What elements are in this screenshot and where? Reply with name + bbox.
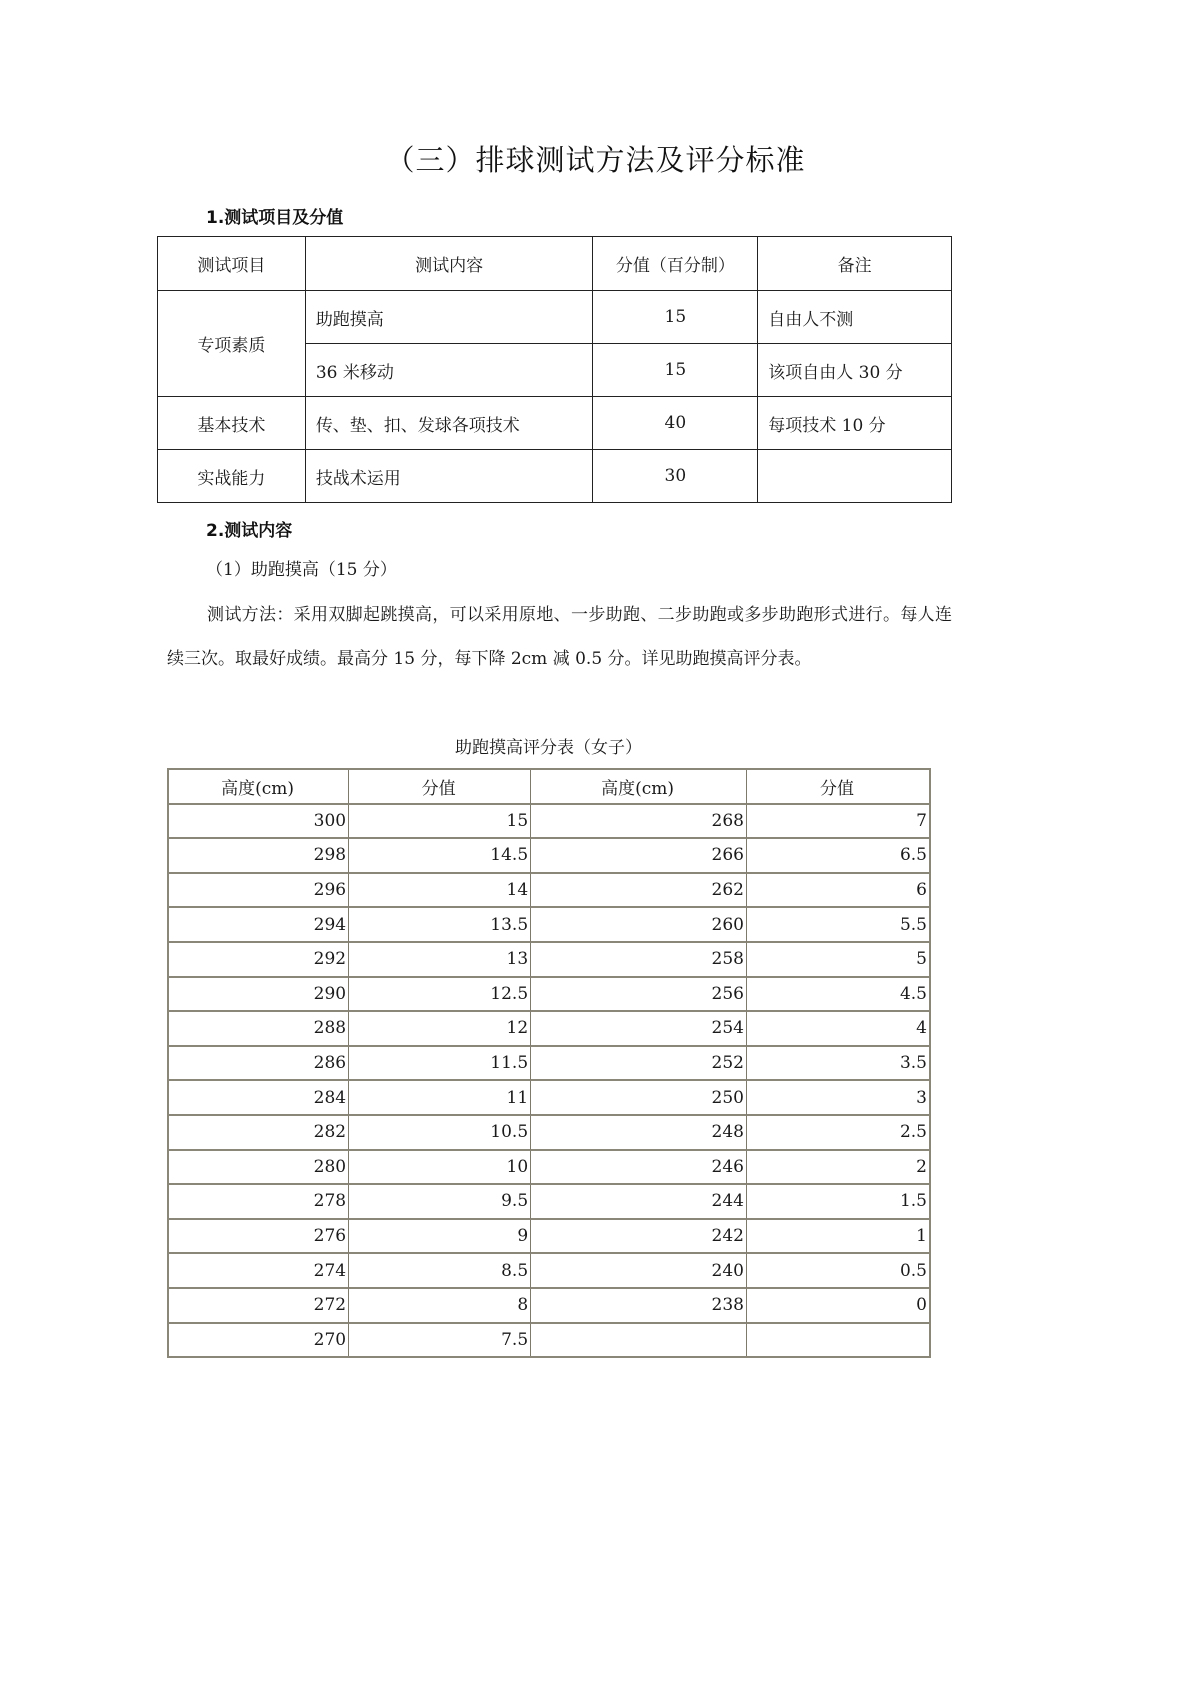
score-cell: 7: [747, 805, 929, 840]
score-cell: 11: [349, 1081, 531, 1116]
table-row: [169, 943, 929, 978]
table-header-row: [158, 237, 952, 291]
note-cell: 每项技术 10 分: [758, 397, 952, 450]
table-row: [169, 805, 929, 840]
score-cell: 0.5: [747, 1254, 929, 1289]
table-row: [158, 291, 952, 344]
height-cell: 300: [169, 805, 349, 840]
content-cell: 传、垫、扣、发球各项技术: [305, 397, 593, 450]
score-cell: 15: [349, 805, 531, 840]
score-cell: 1: [747, 1220, 929, 1255]
score-cell: 14.5: [349, 839, 531, 874]
score-cell: 7.5: [349, 1324, 531, 1357]
content-cell: 36 米移动: [305, 344, 593, 397]
table-row: [169, 1081, 929, 1116]
height-cell: 254: [531, 1012, 747, 1047]
item-cell: 实战能力: [158, 450, 306, 503]
score-cell: 6.5: [747, 839, 929, 874]
content-cell: 助跑摸高: [305, 291, 593, 344]
header-cell: 分值: [349, 770, 531, 805]
height-cell: 266: [531, 839, 747, 874]
score-cell: 4.5: [747, 978, 929, 1013]
score-cell: 10.5: [349, 1116, 531, 1151]
section-heading-content: 2.测试内容: [206, 521, 293, 541]
score-cell: 2: [747, 1151, 929, 1186]
height-cell: 296: [169, 874, 349, 909]
table-row: [169, 1012, 929, 1047]
height-cell: 276: [169, 1220, 349, 1255]
test-method-paragraph: 测试方法：采用双脚起跳摸高，可以采用原地、一步助跑、二步助跑或多步助跑形式进行。每人连续三次。取最好成绩。最高分 15 分，每下降 2cm 减 0.5 分。详见助跑摸高评分表。: [167, 605, 952, 669]
score-cell: 15: [593, 291, 758, 344]
score-cell: 8.5: [349, 1254, 531, 1289]
table-row: [169, 1324, 929, 1357]
table-row: [169, 1151, 929, 1186]
height-cell: 274: [169, 1254, 349, 1289]
score-cell: 2.5: [747, 1116, 929, 1151]
score-cell: 4: [747, 1012, 929, 1047]
height-cell: 248: [531, 1116, 747, 1151]
height-cell: 290: [169, 978, 349, 1013]
note-cell: [758, 450, 952, 503]
score-header-row: [169, 770, 929, 805]
section-heading-items: 1.测试项目及分值: [206, 208, 344, 228]
height-cell: 284: [169, 1081, 349, 1116]
table-row: [169, 1220, 929, 1255]
score-cell: 12.5: [349, 978, 531, 1013]
score-cell: 12: [349, 1012, 531, 1047]
score-cell: 5: [747, 943, 929, 978]
note-cell: 该项自由人 30 分: [758, 344, 952, 397]
height-cell: 272: [169, 1289, 349, 1324]
score-cell: 6: [747, 874, 929, 909]
table-row: [169, 874, 929, 909]
height-cell: [531, 1324, 747, 1357]
header-cell: 测试项目: [158, 237, 306, 291]
page-title: （三）排球测试方法及评分标准: [385, 143, 806, 177]
height-cell: 288: [169, 1012, 349, 1047]
height-cell: 282: [169, 1116, 349, 1151]
table-row: [169, 1116, 929, 1151]
score-cell: 13.5: [349, 908, 531, 943]
table-row: [158, 397, 952, 450]
note-cell: 自由人不测: [758, 291, 952, 344]
score-cell: 3: [747, 1081, 929, 1116]
height-cell: 256: [531, 978, 747, 1013]
table-row: [158, 450, 952, 503]
height-cell: 250: [531, 1081, 747, 1116]
item-cell: 专项素质: [158, 291, 306, 397]
item-cell: 基本技术: [158, 397, 306, 450]
score-cell: 14: [349, 874, 531, 909]
score-cell: [747, 1324, 929, 1357]
score-cell: 5.5: [747, 908, 929, 943]
table-row: [169, 978, 929, 1013]
header-cell: 备注: [758, 237, 952, 291]
score-cell: 30: [593, 450, 758, 503]
table-row: [169, 1047, 929, 1082]
content-cell: 技战术运用: [305, 450, 593, 503]
score-cell: 9.5: [349, 1185, 531, 1220]
table-row: [169, 1254, 929, 1289]
header-cell: 分值: [747, 770, 929, 805]
score-cell: 40: [593, 397, 758, 450]
height-cell: 252: [531, 1047, 747, 1082]
height-cell: 292: [169, 943, 349, 978]
height-cell: 294: [169, 908, 349, 943]
height-cell: 246: [531, 1151, 747, 1186]
score-cell: 10: [349, 1151, 531, 1186]
table-row: [169, 1289, 929, 1324]
table-row: [169, 908, 929, 943]
table-row: [169, 1185, 929, 1220]
header-cell: 分值（百分制）: [593, 237, 758, 291]
height-cell: 242: [531, 1220, 747, 1255]
score-cell: 1.5: [747, 1185, 929, 1220]
height-cell: 244: [531, 1185, 747, 1220]
header-cell: 高度(cm): [531, 770, 747, 805]
score-cell: 13: [349, 943, 531, 978]
score-cell: 15: [593, 344, 758, 397]
score-table-caption: 助跑摸高评分表（女子）: [455, 738, 642, 758]
table-row: [169, 839, 929, 874]
score-cell: 0: [747, 1289, 929, 1324]
height-cell: 260: [531, 908, 747, 943]
header-cell: 测试内容: [305, 237, 593, 291]
height-cell: 240: [531, 1254, 747, 1289]
subheading-run-up-touch: （1）助跑摸高（15 分）: [206, 560, 397, 580]
score-cell: 11.5: [349, 1047, 531, 1082]
height-cell: 258: [531, 943, 747, 978]
height-cell: 238: [531, 1289, 747, 1324]
height-cell: 278: [169, 1185, 349, 1220]
height-cell: 270: [169, 1324, 349, 1357]
header-cell: 高度(cm): [169, 770, 349, 805]
score-table: [167, 768, 931, 1358]
score-cell: 9: [349, 1220, 531, 1255]
height-cell: 286: [169, 1047, 349, 1082]
score-cell: 8: [349, 1289, 531, 1324]
height-cell: 298: [169, 839, 349, 874]
height-cell: 262: [531, 874, 747, 909]
score-cell: 3.5: [747, 1047, 929, 1082]
test-items-table: [157, 236, 952, 503]
height-cell: 280: [169, 1151, 349, 1186]
height-cell: 268: [531, 805, 747, 840]
